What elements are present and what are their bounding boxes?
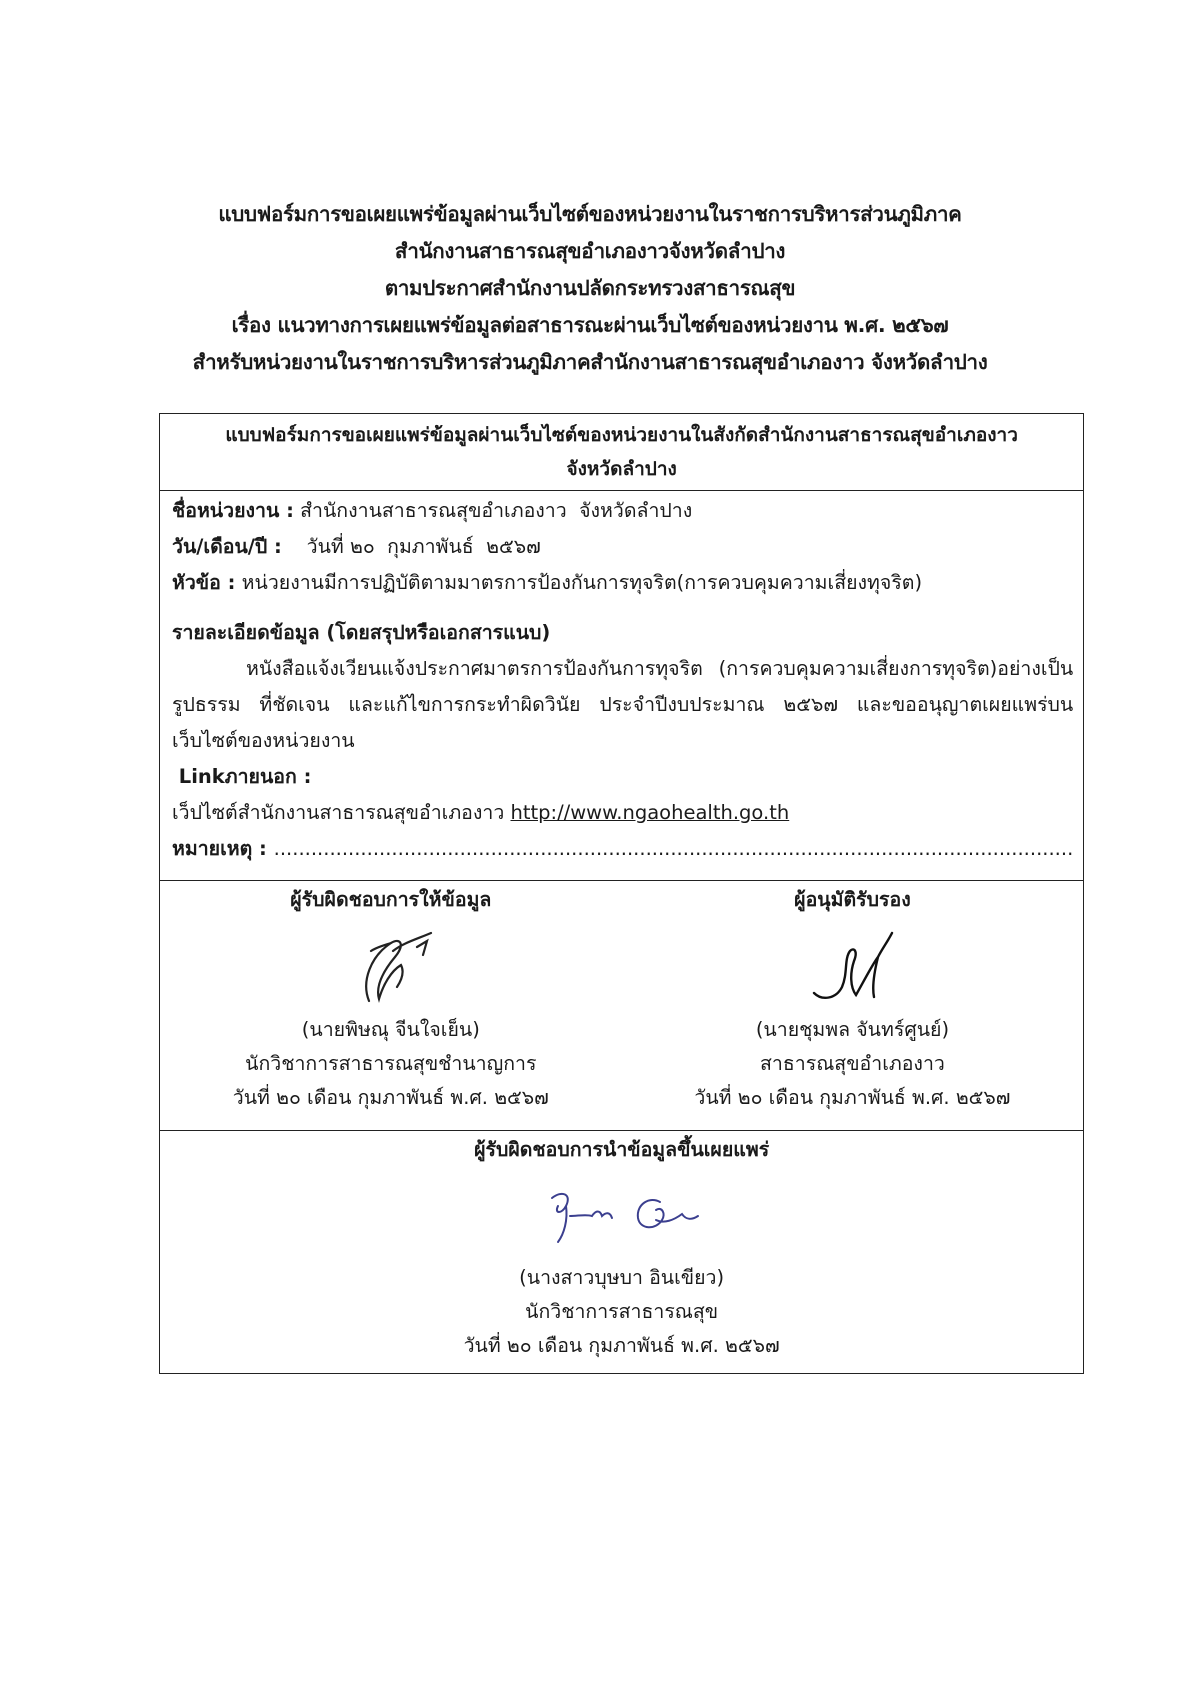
website-link[interactable]: http://www.ngaohealth.go.th <box>510 801 790 824</box>
approver-signature-image <box>622 919 1084 1013</box>
note-dots: ................................................................................................................................. <box>273 837 1074 860</box>
provider-signature-block <box>160 881 622 1131</box>
header-title: แบบฟอร์มการขอเผยแพร่ข้อมูลผ่านเว็บไซต์ของหน่วยงานในราชการบริหารส่วนภูมิภาค <box>218 202 962 226</box>
header-announcement: ตามประกาศสำนักงานปลัดกระทรวงสาธารณสุข <box>384 276 796 300</box>
note-line <box>172 831 1073 867</box>
details-text: หนังสือแจ้งเวียนแจ้งประกาศมาตรการป้องกันการทุจริต (การควบคุมความเสี่ยงการทุจริต)อย่างเป็นรูปธรรม ที่ชัดเจน และแก้ไขการกระทำผิดวินัย ประจำปีงบประมาณ ๒๕๖๗ และขออนุญาตเผยแพร่บนเว็บไซต์ของหน่วยงาน <box>172 657 1074 752</box>
details-label: รายละเอียดข้อมูล (โดยสรุปหรือเอกสารแนบ) <box>172 621 551 644</box>
publisher-date: วันที่ ๒๐ เดือน กุมภาพันธ์ พ.ศ. ๒๕๖๗ <box>463 1334 780 1357</box>
details-paragraph <box>172 651 1073 759</box>
provider-signature-image <box>160 919 622 1013</box>
website-label: เว็ปไซต์สำนักงานสาธารณสุขอำเภองาว <box>172 801 511 824</box>
publisher-position: นักวิชาการสาธารณสุข <box>525 1300 719 1323</box>
form-title-line2: จังหวัดลำปาง <box>566 458 677 480</box>
approver-name: (นายชุมพล จันทร์ศูนย์) <box>755 1018 950 1041</box>
publisher-name: (นางสาวบุษบา อินเขียว) <box>519 1266 725 1289</box>
document-header <box>150 196 1030 381</box>
header-office: สำนักงานสาธารณสุขอำเภองาวจังหวัดลำปาง <box>394 239 786 263</box>
date-label: วัน/เดือน/ปี : <box>172 535 282 558</box>
request-form-table <box>159 413 1084 1374</box>
provider-name: (นายพิษณุ จีนใจเย็น) <box>301 1018 480 1041</box>
form-title-line1: แบบฟอร์มการขอเผยแพร่ข้อมูลผ่านเว็บไซต์ของหน่วยงานในสังกัดสำนักงานสาธารณสุขอำเภองาว <box>225 424 1018 446</box>
header-subject: เรื่อง แนวทางการเผยแพร่ข้อมูลต่อสาธารณะผ่านเว็บไซต์ของหน่วยงาน พ.ศ. ๒๕๖๗ <box>231 313 949 337</box>
approver-heading: ผู้อนุมัติรับรอง <box>794 888 911 911</box>
publisher-signature-image <box>160 1169 1083 1261</box>
note-label: หมายเหตุ : <box>172 837 274 860</box>
agency-label: ชื่อหน่วยงาน : <box>172 499 294 522</box>
topic-line <box>172 565 1073 601</box>
provider-heading: ผู้รับผิดชอบการให้ข้อมูล <box>290 888 492 911</box>
publisher-signature-block <box>160 1131 1084 1374</box>
approver-signature-block <box>622 881 1084 1131</box>
topic-value: หน่วยงานมีการปฏิบัติตามมาตรการป้องกันการทุจริต(การควบคุมความเสี่ยงทุจริต) <box>235 571 923 594</box>
date-line <box>172 529 1073 565</box>
topic-label: หัวข้อ : <box>172 571 236 594</box>
agency-value: สำนักงานสาธารณสุขอำเภองาว จังหวัดลำปาง <box>293 499 693 522</box>
details-cell <box>160 491 1084 881</box>
agency-line <box>172 493 1073 529</box>
provider-date: วันที่ ๒๐ เดือน กุมภาพันธ์ พ.ศ. ๒๕๖๗ <box>232 1086 549 1109</box>
date-value: วันที่ ๒๐ กุมภาพันธ์ ๒๕๖๗ <box>281 535 541 558</box>
publisher-heading: ผู้รับผิดชอบการนำข้อมูลขึ้นเผยแพร่ <box>474 1138 770 1161</box>
header-scope: สำหรับหน่วยงานในราชการบริหารส่วนภูมิภาคสำนักงานสาธารณสุขอำเภองาว จังหวัดลำปาง <box>192 350 988 374</box>
provider-position: นักวิชาการสาธารณสุขชำนาญการ <box>245 1052 537 1075</box>
external-link-label: Linkภายนอก : <box>172 765 312 788</box>
website-line <box>172 795 1073 831</box>
approver-position: สาธารณสุขอำเภองาว <box>760 1052 945 1075</box>
form-title-cell <box>160 414 1084 491</box>
approver-date: วันที่ ๒๐ เดือน กุมภาพันธ์ พ.ศ. ๒๕๖๗ <box>694 1086 1011 1109</box>
